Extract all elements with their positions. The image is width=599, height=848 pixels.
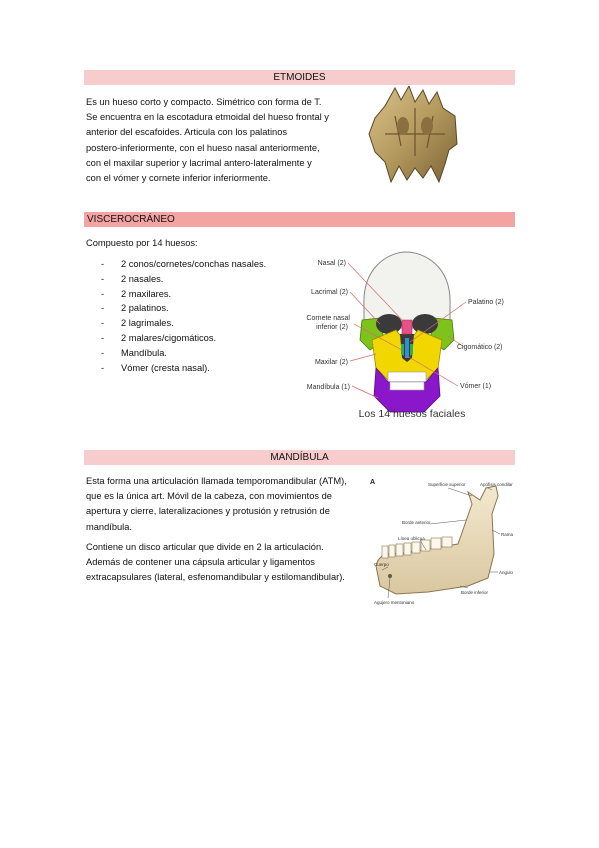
mandibula-paragraph-2: [86, 540, 345, 586]
label-angulo: Ángulo: [499, 570, 514, 575]
bullet-dash: -: [101, 288, 105, 299]
label-rama: Rama: [501, 532, 514, 537]
text-line: que es la única art. Móvil de la cabeza, con movimientos de: [86, 491, 332, 502]
list-item-text: 2 nasales.: [121, 273, 164, 284]
bullet-dash: -: [101, 303, 105, 314]
list-item: [101, 331, 266, 346]
list-item-text: 2 lagrimales.: [121, 318, 174, 329]
label-borde-inferior: Borde inferior: [461, 590, 489, 595]
ethmoid-bone-image: [365, 86, 465, 188]
figure-letter: A: [370, 479, 376, 486]
upper-teeth: [388, 372, 426, 382]
list-item: [101, 287, 266, 302]
list-item: [101, 301, 266, 316]
label-superficie: Superficie superior: [428, 482, 466, 487]
facial-bones-diagram: [300, 248, 516, 424]
etmoides-paragraph: [86, 95, 329, 186]
list-item: [101, 346, 266, 361]
vomer-shape: [405, 338, 409, 358]
label-apofisis: Apófisis condilar: [480, 482, 513, 487]
label-agujero: Agujero mentoniano: [374, 600, 415, 605]
bones-list: [101, 257, 266, 375]
label-palatino: Palatino (2): [468, 299, 504, 306]
label-vomer: Vómer (1): [460, 383, 492, 390]
text-line: Contiene un disco articular que divide en 2 la articulación.: [86, 542, 324, 552]
text-line: postero-inferiormente, con el hueso nasal anteriormente,: [86, 142, 320, 153]
viscerocraneo-intro: Compuesto por 14 huesos:: [86, 238, 198, 248]
mandibula-heading: MANDÍBULA: [84, 450, 515, 465]
bullet-dash: -: [101, 332, 105, 343]
mandible-diagram: [368, 474, 520, 608]
list-item: [101, 257, 266, 272]
label-linea-obliqua: Línea oblicua: [398, 536, 425, 541]
label-cornete-line2: inferior (2): [316, 324, 348, 331]
mental-foramen: [388, 574, 392, 578]
label-nasal: Nasal (2): [317, 260, 346, 267]
list-item-text: Mandíbula.: [121, 347, 167, 358]
list-item-text: 2 maxilares.: [121, 288, 172, 299]
text-line: mandíbula.: [86, 521, 132, 532]
text-line: Es un hueso corto y compacto. Simétrico con forma de T.: [86, 97, 322, 107]
list-item-text: 2 palatinos.: [121, 303, 169, 314]
list-item-text: 2 conos/cornetes/conchas nasales.: [121, 259, 267, 269]
bullet-dash: -: [101, 273, 105, 284]
text-line: apertura y cierre, lateralizaciones y protusión y retrusión de: [86, 506, 330, 517]
bullet-dash: -: [101, 347, 105, 358]
nasal-bone-shape: [402, 320, 412, 334]
concha-right-shape: [410, 344, 413, 356]
list-item: [101, 361, 266, 376]
lower-teeth: [390, 382, 424, 390]
bullet-dash: -: [101, 362, 105, 373]
bullet-dash: -: [101, 259, 105, 269]
label-cigomatico: Cigomático (2): [457, 344, 503, 351]
label-cuerpo: Cuerpo: [374, 562, 389, 567]
label-lacrimal: Lacrimal (2): [311, 289, 348, 296]
label-borde-anterior: Borde anterior: [402, 520, 431, 525]
bullet-dash: -: [101, 318, 105, 329]
text-line: extracapsulares (lateral, esfenomandibular y estilomandibular).: [86, 572, 345, 583]
list-item-text: 2 malares/cigomáticos.: [121, 332, 217, 343]
label-mandibula: Mandíbula (1): [306, 384, 350, 391]
mandibula-paragraph-1: [86, 474, 347, 535]
label-maxilar: Maxilar (2): [314, 359, 348, 366]
list-item-text: Vómer (cresta nasal).: [121, 362, 210, 373]
cranium-shape: [364, 252, 450, 328]
label-cornete-line1: Cornete nasal: [306, 315, 350, 322]
list-item: [101, 316, 266, 331]
text-line: Además de contener una cápsula articular y ligamentos: [86, 557, 315, 568]
text-line: anterior del escafoides. Articula con los palatinos: [86, 127, 288, 138]
text-line: Se encuentra en la escotadura etmoidal del hueso frontal y: [86, 112, 329, 123]
list-item: [101, 272, 266, 287]
text-line: con el maxilar superior y lacrimal antero-lateralmente y: [86, 157, 312, 168]
viscerocraneo-heading: VISCEROCRÁNEO: [84, 212, 515, 227]
figure-caption: Los 14 huesos faciales: [358, 408, 466, 420]
text-line: Esta forma una articulación llamada temporomandibular (ATM),: [86, 476, 347, 486]
text-line: con el vómer y cornete inferior inferiormente.: [86, 173, 271, 184]
etmoides-heading: ETMOIDES: [84, 70, 515, 85]
